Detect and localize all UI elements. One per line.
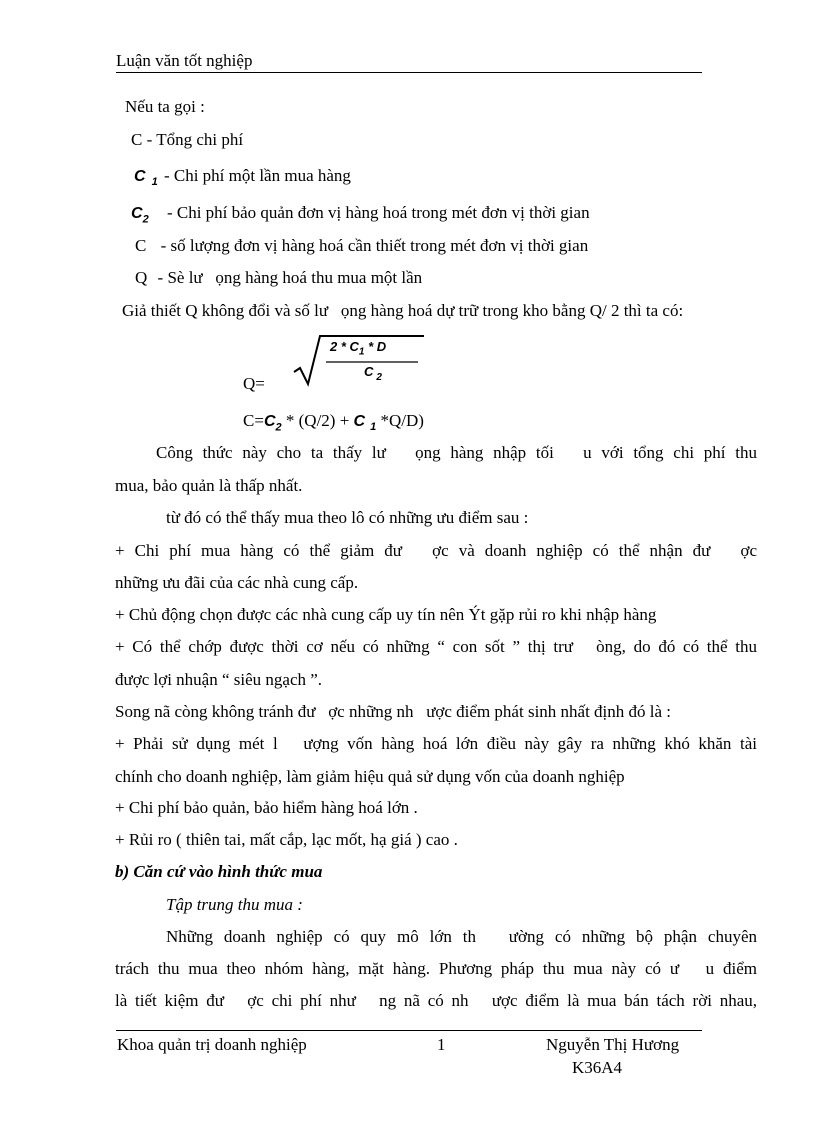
formula-c-lhs: C= (243, 411, 264, 430)
disadvantage-intro: Song nã còng không tránh đư ợc những nh ược điểm phát sinh nhất định đó là : (115, 702, 672, 721)
denominator-text: C (364, 364, 374, 379)
advantage-2: + Chủ động chọn được các nhà cung cấp uy tín nên Ýt gặp rủi ro khi nhập hàng (115, 605, 657, 624)
formula-c (243, 411, 424, 433)
assumption-text: Giả thiết Q không đổi và số lư ọng hàng hoá dự trữ trong kho bằng Q/ 2 thì ta có: (122, 301, 684, 320)
definition-symbol: C (131, 130, 143, 149)
numerator-tail: * D (364, 339, 387, 354)
paragraph-2: từ đó có thể thấy mua theo lô có những ưu điểm sau : (166, 508, 529, 527)
definition-symbol: C (131, 205, 143, 222)
denominator-subscript: 2 (376, 371, 382, 383)
last-paragraph-line-1: Những doanh nghiệp có quy mô lớn th ường có những bộ phận chuyên (166, 927, 757, 946)
definition-text: - Sè lư ọng hàng hoá thu mua một lần (157, 268, 423, 287)
subsection-heading: Tập trung thu mua : (166, 895, 303, 914)
footer-author: Nguyễn Thị Hương (546, 1035, 680, 1054)
last-paragraph-line-2: trách thu mua theo nhóm hàng, mặt hàng. Phương pháp thu mua này có ư u điểm (115, 959, 757, 978)
intro-text: Nếu ta gọi : (125, 97, 205, 116)
formula-c-sym1: C (263, 413, 276, 430)
formula-q-numerator (330, 339, 386, 358)
formula-c-sym2: C (353, 413, 366, 430)
last-paragraph-line-3: là tiết kiệm đư ợc chi phí như ng nã có nh ược điểm là mua bán tách rời nhau, (115, 991, 757, 1010)
formula-q-lhs: Q= (243, 374, 265, 393)
definition-text: - Chi phí một lần mua hàng (163, 166, 351, 185)
formula-c-part2: *Q/D) (376, 411, 424, 430)
numerator-text: 2 * C (330, 339, 359, 354)
paragraph-1-line-2: mua, bảo quản là thấp nhất. (115, 476, 303, 495)
disadvantage-2: + Chi phí bảo quản, bảo hiểm hàng hoá lớn . (115, 798, 418, 817)
definition-subscript: 2 (142, 213, 149, 226)
advantage-3-line-1: + Có thể chớp được thời cơ nếu có những “ con sốt ” thị trư òng, do đó có thể thu (115, 637, 757, 656)
formula-c-sym1-subscript: 2 (275, 421, 282, 434)
definition-symbol: C (134, 168, 146, 185)
page-header-title: Luận văn tốt nghiệp (116, 51, 253, 70)
header-rule (116, 72, 702, 73)
footer-page-number: 1 (437, 1035, 446, 1054)
formula-q-denominator (364, 364, 382, 383)
formula-c-part1: * (Q/2) + (281, 411, 354, 430)
definition-holding-cost (131, 203, 590, 225)
definition-symbol: C (135, 236, 147, 255)
definition-subscript: 1 (151, 176, 158, 189)
advantage-1-line-2: những ưu đãi của các nhà cung cấp. (115, 573, 359, 592)
advantage-3-line-2: được lợi nhuận “ siêu ngạch ”. (115, 670, 323, 689)
definition-symbol: Q (135, 268, 148, 287)
paragraph-1-line-1: Công thức này cho ta thấy lư ọng hàng nhập tối u với tổng chi phí thu (156, 443, 757, 462)
definition-text: - Tổng chi phí (146, 130, 244, 149)
definition-demand (135, 236, 588, 256)
formula-c-sym2-subscript: 1 (370, 421, 377, 434)
numerator-subscript: 1 (358, 346, 365, 358)
disadvantage-1-line-2: chính cho doanh nghiệp, làm giảm hiệu quả sử dụng vốn của doanh nghiệp (115, 767, 625, 786)
definition-order-cost (134, 166, 351, 188)
footer-class: K36A4 (572, 1058, 623, 1077)
footer-rule (116, 1030, 702, 1031)
section-b-heading: b) Căn cứ vào hình thức mua (115, 862, 323, 881)
disadvantage-1-line-1: + Phải sử dụng mét l ượng vốn hàng hoá lớn điều này gây ra những khó khăn tài (115, 734, 757, 753)
definition-text: - số lượng đơn vị hàng hoá cần thiết trong mét đơn vị thời gian (160, 236, 589, 255)
disadvantage-3: + Rủi ro ( thiên tai, mất cắp, lạc mốt, hạ giá ) cao . (115, 830, 458, 849)
advantage-1-line-1: + Chi phí mua hàng có thể giảm đư ợc và doanh nghiệp có thể nhận đư ợc (115, 541, 757, 560)
footer-department: Khoa quản trị doanh nghiệp (117, 1035, 307, 1054)
definition-text: - Chi phí bảo quản đơn vị hàng hoá trong mét đơn vị thời gian (166, 203, 590, 222)
definition-order-quantity (135, 268, 422, 288)
definition-total-cost (131, 130, 243, 150)
